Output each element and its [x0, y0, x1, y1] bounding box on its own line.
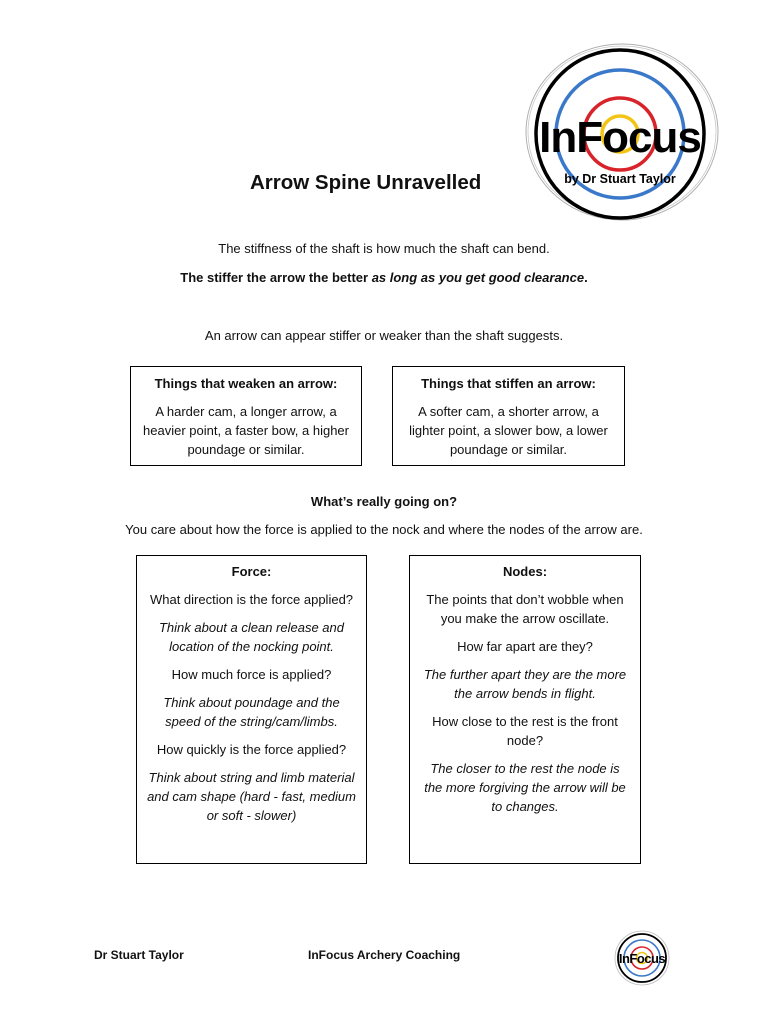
force-answer-2: Think about poundage and the speed of the string/cam/limbs.	[163, 695, 340, 729]
nodes-question-2: How close to the rest is the front node?	[432, 714, 618, 748]
force-box-heading: Force:	[231, 564, 272, 579]
intro-line-1: The stiffness of the shaft is how much the shaft can bend.	[218, 241, 550, 256]
nodes-answer-1: The further apart they are the more the arrow bends in flight.	[423, 667, 627, 701]
care-line: You care about how the force is applied to the nock and where the nodes of the arrow are.	[125, 522, 643, 537]
intro-line-2	[0, 270, 768, 285]
weaken-box-heading: Things that weaken an arrow:	[154, 376, 338, 391]
force-answer-3: Think about string and limb material and cam shape (hard - fast, medium or soft - slower)	[147, 770, 356, 823]
nodes-box	[409, 555, 641, 864]
footer-organization: InFocus Archery Coaching	[308, 948, 461, 962]
stiffen-box	[392, 366, 625, 466]
nodes-paragraph-1: The points that don’t wobble when you make the arrow oscillate.	[426, 592, 624, 626]
logo-byline-text: by Dr Stuart Taylor	[564, 172, 676, 186]
footer-author: Dr Stuart Taylor	[94, 948, 184, 962]
stiffen-box-heading: Things that stiffen an arrow:	[421, 376, 596, 391]
stiffen-box-text: A softer cam, a shorter arrow, a lighter point, a slower bow, a lower poundage or similar.	[409, 404, 608, 457]
intro-line-2-bold: The stiffer the arrow the better	[180, 270, 372, 285]
nodes-question-1: How far apart are they?	[457, 639, 593, 654]
intro-line-2-end: .	[584, 270, 588, 285]
infocus-logo	[524, 42, 720, 222]
nodes-box-heading: Nodes:	[502, 564, 548, 579]
force-question-1: What direction is the force applied?	[149, 592, 354, 607]
force-answer-1: Think about a clean release and location of the nocking point.	[158, 620, 344, 654]
force-question-3: How quickly is the force applied?	[156, 742, 347, 757]
force-box	[136, 555, 367, 864]
nodes-answer-2: The closer to the rest the node is the more forgiving the arrow will be to changes.	[424, 761, 626, 814]
weaken-box	[130, 366, 362, 466]
logo-brand-text: InFocus	[539, 113, 701, 162]
force-question-2: How much force is applied?	[171, 667, 332, 682]
page-title: Arrow Spine Unravelled	[250, 171, 482, 194]
intro-line-3: An arrow can appear stiffer or weaker than the shaft suggests.	[204, 328, 564, 343]
footer-logo-brand-text: InFocus	[618, 951, 666, 966]
infocus-footer-logo	[614, 930, 670, 986]
intro-line-2-italic: as long as you get good clearance	[371, 270, 585, 285]
weaken-box-text: A harder cam, a longer arrow, a heavier point, a faster bow, a higher poundage or similar.	[143, 404, 349, 457]
question-heading: What’s really going on?	[310, 494, 458, 509]
